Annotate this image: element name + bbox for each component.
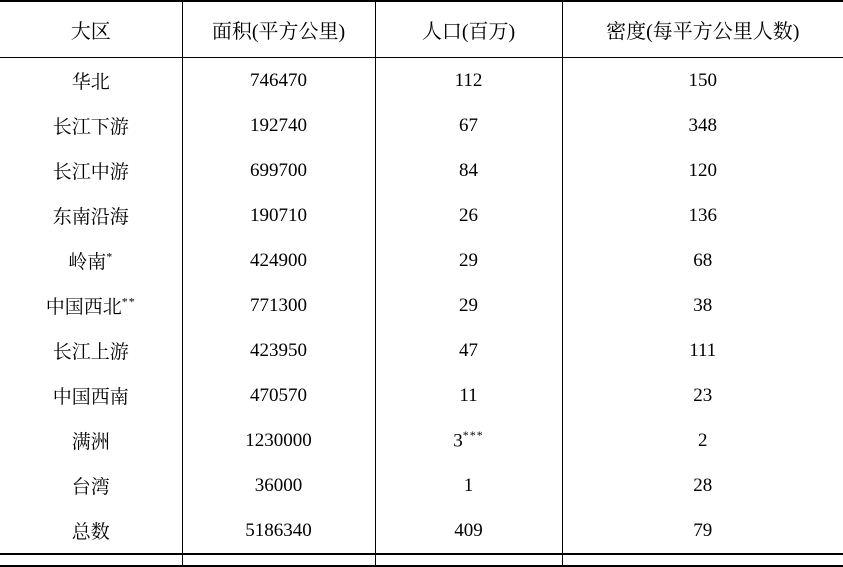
table-bottom-spacer xyxy=(0,554,843,566)
cell-density: 348 xyxy=(688,114,717,136)
cell-area: 5186340 xyxy=(182,508,375,554)
cell-region: 岭南* xyxy=(0,238,182,283)
table-row xyxy=(0,238,843,283)
cell-population: 3*** xyxy=(375,418,562,463)
cell-area: 192740 xyxy=(182,103,375,148)
cell-population: 84 xyxy=(375,148,562,193)
column-header-area: 面积(平方公里) xyxy=(182,1,375,58)
cell-population: 29 xyxy=(375,283,562,328)
column-header-population: 人口(百万) xyxy=(375,1,562,58)
cell-area: 190710 xyxy=(182,193,375,238)
cell-area: 36000 xyxy=(182,463,375,508)
cell-region: 中国西北** xyxy=(0,283,182,328)
cell-population: 47 xyxy=(375,328,562,373)
cell-density: 136 xyxy=(688,204,717,226)
footnote-marker: *** xyxy=(462,428,484,443)
cell-area: 470570 xyxy=(182,373,375,418)
cell-region: 台湾 xyxy=(0,463,182,508)
cell-region: 中国西南 xyxy=(0,373,182,418)
cell-region: 长江下游 xyxy=(0,103,182,148)
footnote-marker: ** xyxy=(121,294,136,309)
footnote-marker: * xyxy=(106,249,114,264)
table-row xyxy=(0,58,843,104)
cell-area: 771300 xyxy=(182,283,375,328)
spacer-cell xyxy=(562,554,843,566)
cell-population: 112 xyxy=(375,58,562,104)
column-header-density: 密度(每平方公里人数) xyxy=(562,1,843,58)
cell-density: 23 xyxy=(693,384,713,406)
table-row xyxy=(0,418,843,463)
cell-density: 28 xyxy=(693,474,713,496)
cell-population: 29 xyxy=(375,238,562,283)
cell-area: 1230000 xyxy=(182,418,375,463)
cell-density: 68 xyxy=(693,249,713,271)
cell-region: 满洲 xyxy=(0,418,182,463)
cell-population: 67 xyxy=(375,103,562,148)
cell-area: 423950 xyxy=(182,328,375,373)
table-header xyxy=(0,1,843,58)
table-row xyxy=(0,373,843,418)
cell-area: 699700 xyxy=(182,148,375,193)
table-row xyxy=(0,148,843,193)
cell-density: 150 xyxy=(688,69,717,91)
table-row xyxy=(0,463,843,508)
table-header-row xyxy=(0,1,843,58)
cell-area: 746470 xyxy=(182,58,375,104)
cell-region: 长江上游 xyxy=(0,328,182,373)
table-row xyxy=(0,328,843,373)
table-row xyxy=(0,103,843,148)
cell-population: 11 xyxy=(375,373,562,418)
cell-population: 26 xyxy=(375,193,562,238)
cell-region: 东南沿海 xyxy=(0,193,182,238)
column-header-region: 大区 xyxy=(0,1,182,58)
spacer-cell xyxy=(182,554,375,566)
cell-region: 长江中游 xyxy=(0,148,182,193)
cell-population: 409 xyxy=(375,508,562,554)
cell-density: 79 xyxy=(562,508,843,554)
table-row xyxy=(0,283,843,328)
cell-density: 120 xyxy=(688,159,717,181)
table-body xyxy=(0,58,843,567)
cell-region: 华北 xyxy=(0,58,182,104)
table-row xyxy=(0,193,843,238)
cell-density: 111 xyxy=(689,339,717,361)
cell-population: 1 xyxy=(375,463,562,508)
cell-region: 总数 xyxy=(0,508,182,554)
spacer-cell xyxy=(0,554,182,566)
spacer-cell xyxy=(375,554,562,566)
table-row xyxy=(0,508,843,554)
cell-area: 424900 xyxy=(182,238,375,283)
cell-density: 2 xyxy=(698,429,708,451)
cell-density: 38 xyxy=(693,294,713,316)
